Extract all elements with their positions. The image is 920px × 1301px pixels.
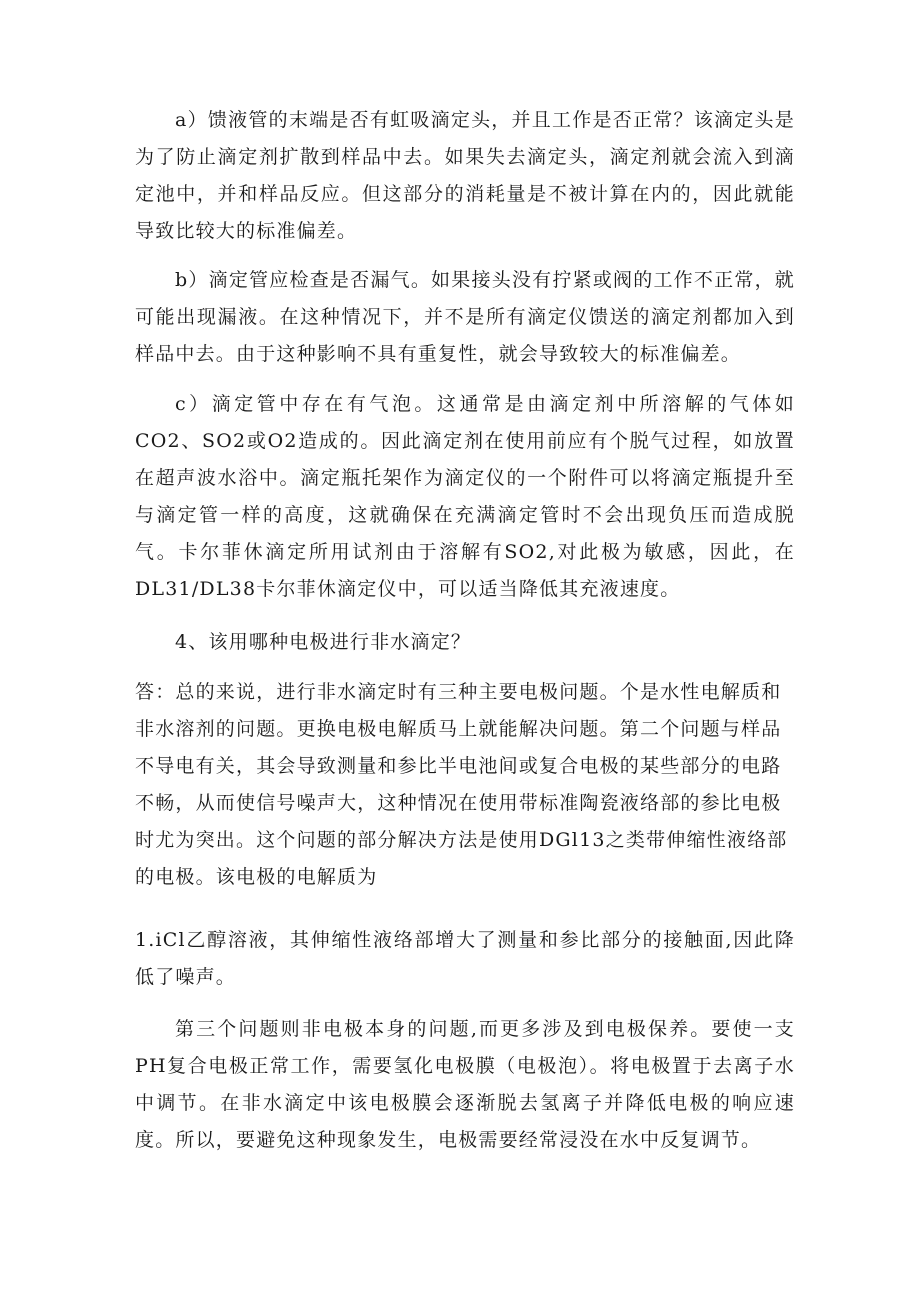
paragraph-licl: 1.iCl乙醇溶液，其伸缩性液络部增大了测量和参比部分的接触面,因此降低了噪声。: [135, 929, 795, 988]
question-heading: 4、该用哪种电极进行非水滴定？: [175, 631, 472, 653]
paragraph-a: a）馈液管的末端是否有虹吸滴定头，并且工作是否正常？该滴定头是为了防止滴定剂扩散到样品中去。如果失去滴定头，滴定剂就会流入到滴定池中，并和样品反应。但这部分的消耗量是不被计算在内的，因此就能导致比较大的标准偏差。: [135, 109, 795, 242]
answer-line: 不畅，从而使信号噪声大，这种情况在使用带标准陶瓷液络部的参比电极: [135, 792, 782, 814]
paragraph-b: b）滴定管应检查是否漏气。如果接头没有拧紧或阀的工作不正常，就可能出现漏液。在这种情况下，并不是所有滴定仪馈送的滴定剂都加入到样品中去。由于这种影响不具有重复性，就会导致较大的标准偏差。: [135, 269, 795, 365]
answer-line: 时尤为突出。这个问题的部分解决方法是使用DGl13之类带伸缩性液络部: [135, 829, 788, 851]
answer-line: 非水溶剂的问题。更换电极电解质马上就能解决问题。第二个问题与样品: [135, 718, 782, 740]
paragraph-c: c）滴定管中存在有气泡。这通常是由滴定剂中所溶解的气体如CO2、SO2或O2造成的。因此滴定剂在使用前应有个脱气过程，如放置在超声波水浴中。滴定瓶托架作为滴定仪的一个附件可以将滴定瓶提升至与滴定管一样的高度，这就确保在充满滴定管时不会出现负压而造成脱气。卡尔菲休滴定所用试剂由于溶解有SO2,对此极为敏感，因此，在DL31/DL38卡尔菲休滴定仪中，可以适当降低其充液速度。: [135, 393, 795, 600]
answer-line: 答：总的来说，进行非水滴定时有三种主要电极问题。个是水性电解质和: [135, 681, 782, 703]
answer-paragraph: [135, 674, 788, 896]
answer-line: 不导电有关，其会导致测量和参比半电池间或复合电极的某些部分的电路: [135, 755, 782, 777]
paragraph-third: 第三个问题则非电极本身的问题,而更多涉及到电极保养。要使一支PH复合电极正常工作，需要氢化电极膜（电极泡）。将电极置于去离子水中调节。在非水滴定中该电极膜会逐渐脱去氢离子并降低电极的响应速度。所以，要避免这种现象发生，电极需要经常浸没在水中反复调节。: [135, 1018, 795, 1151]
answer-line: 的电极。该电极的电解质为: [135, 866, 378, 888]
